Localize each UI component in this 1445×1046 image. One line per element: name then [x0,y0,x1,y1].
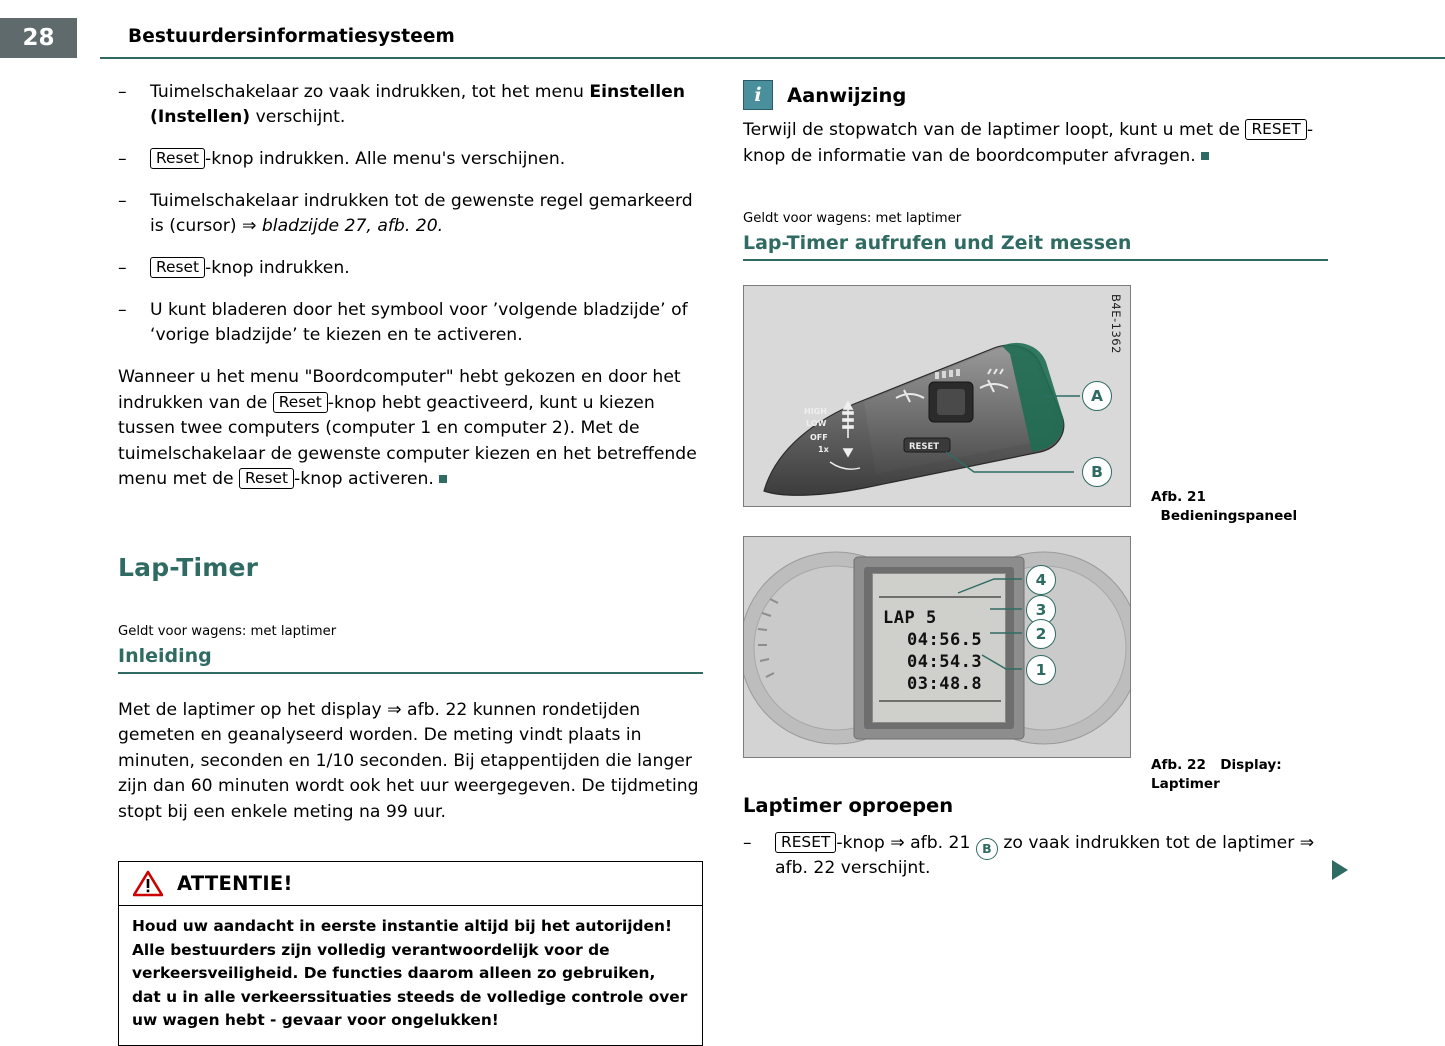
step-part-1: -knop ⇒ afb. 21 [836,833,976,853]
paragraph-part-1: Wanneer u het menu "Boordcomputer" hebt gekozen en door het indrukken van de [118,367,681,413]
page-title: Bestuurdersinformatiesysteem [128,26,455,47]
page-header [0,0,1445,58]
figure-21-caption-label: Afb. 21 [1151,489,1206,505]
validity-note: Geldt voor wagens: met laptimer [118,623,337,639]
subsection-heading: Lap-Timer aufrufen und Zeit messen [743,232,1132,254]
dash-marker: – [743,833,752,853]
attention-body: Houd uw aandacht in eerste instantie altijd bij het autorijden! Alle bestuurders zijn volledig verantwoordelijk voor de verkeersveiligheid. De functies daarom alleen zo gebruiken, dat u in alle verkeerssituaties steeds de volledige controle over uw wagen hebt - gevaar voor ongelukken! [132,917,688,1029]
figure-21 [743,285,1131,507]
laptimer-display [872,573,1006,723]
subsection-divider [743,259,1328,261]
note-header [743,80,1328,110]
callout-b: B [1082,457,1112,487]
dash-marker: – [118,82,127,102]
attention-header [119,862,702,906]
display-divider-bottom [879,700,1001,702]
display-line-2: 04:54.3 [907,652,983,672]
callout-b-inline: B [976,838,998,860]
list-item-text: Tuimelschakelaar zo vaak indrukken, tot het menu Einstellen (Instellen) verschijnt. [150,82,685,127]
reset-key: Reset [150,148,205,169]
display-line-lap: LAP 5 [883,608,937,628]
left-column [118,80,703,1046]
svg-text:LOW: LOW [806,419,827,428]
dash-marker: – [118,149,127,169]
list-item-text: Tuimelschakelaar indrukken tot de gewenste regel gemarkeerd is (cursor) ⇒ bladzijde 27, afb. 20. [150,191,693,236]
list-item [118,256,703,281]
subsection-heading: Inleiding [118,644,212,667]
warning-triangle-icon [133,870,163,897]
figure-22-caption-text: Display: Laptimer [1151,757,1282,792]
svg-text:RESET: RESET [909,442,940,452]
procedure-list [743,831,1328,881]
display-line-3: 03:48.8 [907,674,983,694]
header-divider [100,57,1445,59]
callout-4: 4 [1026,565,1056,595]
figure-22-caption-label: Afb. 22 [1151,757,1206,773]
note-title: Aanwijzing [787,83,907,107]
callout-a: A [1082,381,1112,411]
callout-1: 1 [1026,655,1056,685]
body-paragraph [118,365,703,493]
end-marker-icon [439,475,447,483]
list-item [118,189,703,239]
note-part-1: Terwijl de stopwatch van de laptimer loopt, kunt u met de [743,120,1246,140]
list-item [118,298,703,348]
menu-name: Einstellen (Instellen) [150,82,685,127]
next-page-arrow-icon [1332,860,1348,880]
reset-key: RESET [1245,119,1306,140]
end-marker-icon [1201,152,1209,160]
list-item-text: U kunt bladeren door het symbool voor ’volgende bladzijde’ of ‘vorige bladzijde’ te kiezen en te activeren. [150,300,688,345]
page-number: 28 [22,25,55,51]
subsection-divider [118,672,703,674]
paragraph-part-2: -knop hebt geactiveerd, kunt u kiezen tussen twee computers (computer 1 en computer 2). Met de tuimelschakelaar de gewenste computer kiezen en het betreffende menu met de [118,392,697,489]
figure-22 [743,536,1131,758]
instruction-list [118,80,703,348]
note-part-2: -knop de informatie van de boordcomputer afvragen. [743,120,1314,166]
figure-22-caption [1151,756,1311,794]
figure-21-code: B4E-1362 [1109,294,1123,354]
callout-2: 2 [1026,619,1056,649]
section-heading: Lap-Timer [118,552,259,582]
list-item [118,147,703,172]
reset-key: RESET [775,832,836,853]
procedure-heading: Laptimer oproepen [743,794,954,817]
dash-marker: – [118,300,127,320]
display-divider-top [879,596,1001,598]
dash-marker: – [118,258,127,278]
attention-title: ATTENTIE! [177,872,293,895]
wiper-stalk-illustration [744,286,1131,507]
note-body [743,118,1328,169]
reset-key: Reset [239,468,294,489]
attention-box [118,861,703,1046]
figure-21-caption-text: Bedieningspaneel [1160,508,1298,524]
svg-text:OFF: OFF [810,433,828,442]
dash-marker: – [118,191,127,211]
reset-key: Reset [273,392,328,413]
step-part-2: zo vaak indrukken tot de laptimer ⇒ afb. 22 verschijnt. [775,833,1315,878]
display-line-1: 04:56.5 [907,630,983,650]
reset-key: Reset [150,257,205,278]
intro-paragraph: Met de laptimer op het display ⇒ afb. 22 kunnen rondetijden gemeten en geanalyseerd worden. De meting vindt plaats in minuten, seconden en 1/10 seconden. Bij etappentijden die langer zijn dan 60 minuten wordt ook het uur weergegeven. De tijdmeting stopt bij een enkele meting na 99 uur. [118,699,699,822]
paragraph-part-3: -knop activeren. [294,469,434,489]
list-item-text [775,833,1314,878]
callout-3: 3 [1026,595,1056,625]
list-item-text: Reset -knop indrukken. Alle menu's verschijnen. [150,149,565,169]
figure-21-caption [1151,488,1311,526]
svg-text:HIGH: HIGH [804,407,827,416]
list-item [743,831,1328,881]
list-item [118,80,703,130]
right-column [743,80,1328,898]
cross-reference: bladzijde 27, afb. 20. [261,216,444,236]
validity-note: Geldt voor wagens: met laptimer [743,211,962,226]
info-icon: i [743,80,773,110]
list-item-text: Reset -knop indrukken. [150,258,350,278]
svg-text:1x: 1x [818,445,829,454]
